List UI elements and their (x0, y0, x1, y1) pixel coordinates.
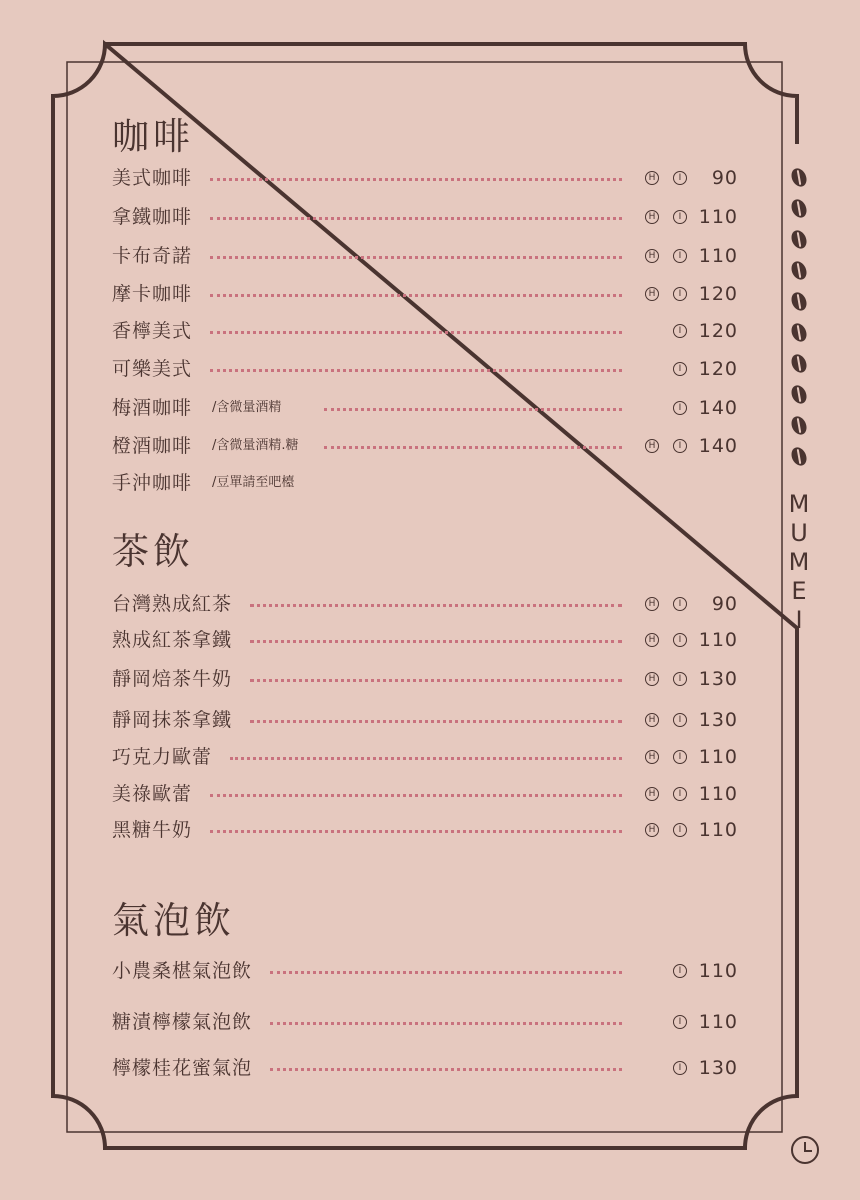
dotted-leader (324, 408, 622, 411)
dotted-leader (210, 369, 622, 372)
hot-badge-icon: H (645, 633, 659, 647)
item-name: 拿鐵咖啡 (112, 206, 193, 228)
menu-item (112, 589, 752, 619)
dotted-leader (210, 830, 622, 833)
coffee-bean-icon (789, 383, 810, 406)
menu-item (112, 705, 752, 735)
coffee-bean-icon (789, 445, 810, 468)
dotted-leader (210, 256, 622, 259)
brand-vertical-text (781, 490, 817, 635)
coffee-bean-icon (789, 228, 810, 251)
section-title: 茶飲 (112, 530, 194, 573)
menu-item (112, 163, 752, 193)
menu-item (112, 468, 752, 498)
dotted-leader (210, 217, 622, 220)
item-price: 110 (698, 206, 738, 228)
item-note: /含微量酒精 (212, 400, 282, 415)
brand-letter: E (791, 577, 807, 605)
dotted-leader (324, 446, 622, 449)
item-price: 110 (698, 783, 738, 805)
section-title: 氣泡飲 (112, 899, 235, 942)
item-price: 130 (698, 668, 738, 690)
hot-badge-icon: H (645, 823, 659, 837)
item-price: 130 (698, 709, 738, 731)
item-name: 橙酒咖啡 (112, 435, 193, 457)
coffee-bean-icon (789, 259, 810, 282)
item-note: /豆單請至吧檯 (212, 475, 295, 490)
ice-badge-icon: I (673, 1061, 687, 1075)
dotted-leader (270, 971, 622, 974)
menu-item (112, 202, 752, 232)
ice-badge-icon: I (673, 210, 687, 224)
item-price: 110 (698, 1011, 738, 1033)
item-name: 可樂美式 (112, 358, 193, 380)
item-name: 梅酒咖啡 (112, 397, 193, 419)
item-name: 熟成紅茶拿鐵 (112, 629, 233, 651)
menu-item (112, 1007, 752, 1037)
dotted-leader (210, 331, 622, 334)
item-price: 120 (698, 358, 738, 380)
menu-item (112, 625, 752, 655)
item-name: 巧克力歐蕾 (112, 746, 213, 768)
hot-badge-icon: H (645, 439, 659, 453)
ice-badge-icon: I (673, 823, 687, 837)
hot-badge-icon: H (645, 750, 659, 764)
ice-badge-icon: I (673, 1015, 687, 1029)
section-title: 咖啡 (112, 115, 194, 158)
ice-badge-icon: I (673, 597, 687, 611)
menu-item (112, 393, 752, 423)
brand-letter: I (795, 606, 803, 634)
hot-badge-icon: H (645, 787, 659, 801)
ice-badge-icon: I (673, 287, 687, 301)
brand-letter: M (788, 490, 810, 518)
ice-badge-icon: I (673, 324, 687, 338)
dotted-leader (210, 178, 622, 181)
hot-badge-icon: H (645, 672, 659, 686)
item-name: 美式咖啡 (112, 167, 193, 189)
hot-badge-icon: H (645, 171, 659, 185)
dotted-leader (250, 679, 622, 682)
dotted-leader (270, 1068, 622, 1071)
ice-badge-icon: I (673, 249, 687, 263)
item-price: 110 (698, 245, 738, 267)
coffee-bean-icon (789, 197, 810, 220)
menu-item (112, 354, 752, 384)
dotted-leader (210, 794, 622, 797)
item-price: 120 (698, 320, 738, 342)
item-name: 糖漬檸檬氣泡飲 (112, 1011, 253, 1033)
brand-letter: U (790, 519, 808, 547)
item-price: 120 (698, 283, 738, 305)
item-name: 香檸美式 (112, 320, 193, 342)
menu-item (112, 779, 752, 809)
ice-badge-icon: I (673, 750, 687, 764)
item-name: 卡布奇諾 (112, 245, 193, 267)
menu-item (112, 431, 752, 461)
ice-badge-icon: I (673, 964, 687, 978)
ice-badge-icon: I (673, 401, 687, 415)
item-name: 台灣熟成紅茶 (112, 593, 233, 615)
menu-item (112, 742, 752, 772)
menu-item (112, 316, 752, 346)
item-price: 90 (711, 167, 738, 189)
item-name: 黑糖牛奶 (112, 819, 193, 841)
item-name: 靜岡焙茶牛奶 (112, 668, 233, 690)
dotted-leader (250, 720, 622, 723)
item-price: 140 (698, 435, 738, 457)
coffee-bean-icon (789, 166, 810, 189)
ice-badge-icon: I (673, 439, 687, 453)
coffee-bean-strip (790, 168, 808, 478)
menu-item (112, 279, 752, 309)
ice-badge-icon: I (673, 362, 687, 376)
menu-item (112, 241, 752, 271)
hot-badge-icon: H (645, 597, 659, 611)
hot-badge-icon: H (645, 249, 659, 263)
hot-badge-icon: H (645, 287, 659, 301)
item-name: 摩卡咖啡 (112, 283, 193, 305)
item-note: /含微量酒精.糖 (212, 438, 299, 453)
item-price: 110 (698, 819, 738, 841)
dotted-leader (250, 604, 622, 607)
menu-item (112, 664, 752, 694)
menu-item (112, 815, 752, 845)
ice-badge-icon: I (673, 633, 687, 647)
item-price: 140 (698, 397, 738, 419)
item-price: 90 (711, 593, 738, 615)
hot-badge-icon: H (645, 713, 659, 727)
dotted-leader (230, 757, 622, 760)
coffee-bean-icon (789, 321, 810, 344)
item-price: 110 (698, 629, 738, 651)
item-name: 美祿歐蕾 (112, 783, 193, 805)
menu-item (112, 956, 752, 986)
ice-badge-icon: I (673, 713, 687, 727)
item-price: 110 (698, 960, 738, 982)
item-price: 110 (698, 746, 738, 768)
dotted-leader (270, 1022, 622, 1025)
hot-badge-icon: H (645, 210, 659, 224)
item-name: 檸檬桂花蜜氣泡 (112, 1057, 253, 1079)
item-name: 手沖咖啡 (112, 472, 193, 494)
ice-badge-icon: I (673, 787, 687, 801)
ice-badge-icon: I (673, 171, 687, 185)
menu-item (112, 1053, 752, 1083)
item-name: 靜岡抹茶拿鐵 (112, 709, 233, 731)
coffee-bean-icon (789, 290, 810, 313)
dotted-leader (210, 294, 622, 297)
coffee-bean-icon (789, 414, 810, 437)
clock-icon (790, 1135, 820, 1165)
item-name: 小農桑椹氣泡飲 (112, 960, 253, 982)
dotted-leader (250, 640, 622, 643)
brand-letter: M (788, 548, 810, 576)
item-price: 130 (698, 1057, 738, 1079)
ice-badge-icon: I (673, 672, 687, 686)
coffee-bean-icon (789, 352, 810, 375)
